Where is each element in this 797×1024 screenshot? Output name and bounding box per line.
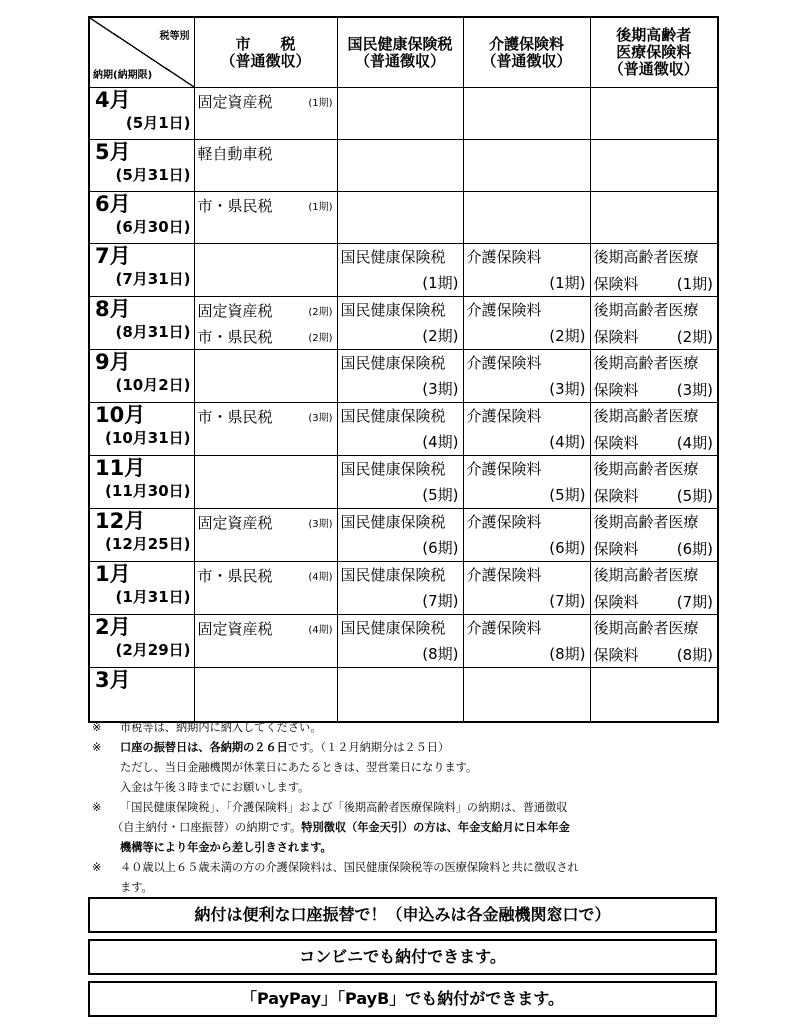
banner-cashless-payment: 「PayPay」「PayB」でも納付ができます。 [88, 981, 717, 1017]
city-tax-entry [195, 192, 337, 218]
elderly-insurance-cell [590, 509, 718, 562]
city-tax-cell [194, 350, 337, 403]
nhi-tax-cell [337, 140, 463, 192]
city-tax-cell [194, 244, 337, 297]
month-cell [89, 668, 194, 722]
nhi-tax-name: 国民健康保険税 [340, 248, 446, 266]
elderly-insurance-period: (4期) [676, 433, 713, 452]
elderly-insurance-name: 後期高齢者医療 [593, 619, 699, 637]
month-cell [89, 297, 194, 350]
city-tax-entry [195, 140, 337, 166]
due-date: (10月2日) [115, 376, 191, 394]
elderly-insurance-name-2: 保険料 [593, 486, 639, 505]
care-insurance-cell [463, 615, 590, 668]
care-insurance-name: 介護保険料 [466, 248, 542, 266]
elderly-insurance-cell [590, 192, 718, 244]
nhi-tax-period: (3期) [422, 380, 459, 398]
care-insurance-cell [463, 456, 590, 509]
elderly-insurance-period: (7期) [676, 592, 713, 611]
due-date: (10月31日) [105, 429, 191, 447]
month-cell [89, 456, 194, 509]
elderly-insurance-name: 後期高齢者医療 [593, 566, 699, 584]
table-row [89, 562, 718, 615]
month-cell [89, 140, 194, 192]
note-1: ※ 市税等は、納期内に納入してください。 [92, 721, 322, 734]
table-row [89, 615, 718, 668]
elderly-insurance-name: 後期高齢者医療 [593, 460, 699, 478]
care-insurance-cell [463, 403, 590, 456]
table-row [89, 244, 718, 297]
city-tax-cell [194, 562, 337, 615]
tax-name: 市・県民税 [197, 327, 273, 346]
month-label: 7月 [95, 244, 131, 268]
care-insurance-name: 介護保険料 [466, 513, 542, 531]
city-tax-entry [195, 403, 337, 429]
tax-name: 固定資産税 [197, 513, 273, 532]
month-label: 5月 [95, 140, 131, 164]
elderly-insurance-period: (5期) [676, 486, 713, 505]
nhi-tax-cell [337, 192, 463, 244]
city-tax-cell [194, 140, 337, 192]
care-insurance-cell [463, 562, 590, 615]
care-insurance-period: (4期) [549, 433, 586, 451]
elderly-insurance-period: (1期) [676, 274, 713, 293]
table-row [89, 350, 718, 403]
care-insurance-cell [463, 668, 590, 722]
care-insurance-cell [463, 509, 590, 562]
care-insurance-name: 介護保険料 [466, 301, 542, 319]
note-3: ※ 「国民健康保険税」、「介護保険料」および「後期高齢者医療保険料」の納期は、普通徴収 [92, 801, 568, 814]
due-date: (2月29日) [115, 641, 191, 659]
tax-period: (4期) [308, 571, 333, 583]
elderly-insurance-cell [590, 562, 718, 615]
city-tax-entry [195, 297, 337, 323]
care-insurance-cell [463, 297, 590, 350]
banner-convenience-store: コンビニでも納付できます。 [88, 939, 717, 975]
elderly-insurance-name-2: 保険料 [593, 645, 639, 664]
tax-period: (3期) [308, 518, 333, 530]
care-insurance-period: (7期) [549, 592, 586, 610]
due-date: (12月25日) [105, 535, 191, 553]
elderly-insurance-line-2 [591, 641, 718, 667]
nhi-tax-name: 国民健康保険税 [340, 301, 446, 319]
nhi-tax-name: 国民健康保険税 [340, 460, 446, 478]
city-tax-cell [194, 88, 337, 140]
elderly-insurance-period: (2期) [676, 327, 713, 346]
care-insurance-period: (3期) [549, 380, 586, 398]
city-tax-cell [194, 192, 337, 244]
tax-name: 市・県民税 [197, 196, 273, 215]
nhi-tax-name: 国民健康保険税 [340, 619, 446, 637]
nhi-tax-cell [337, 562, 463, 615]
tax-name: 市・県民税 [197, 407, 273, 426]
elderly-insurance-cell [590, 350, 718, 403]
elderly-insurance-line-2 [591, 429, 718, 455]
nhi-tax-cell [337, 350, 463, 403]
city-tax-entry [195, 323, 337, 349]
care-insurance-period: (1期) [549, 274, 586, 292]
elderly-insurance-name: 後期高齢者医療 [593, 301, 699, 319]
tax-name: 固定資産税 [197, 301, 273, 320]
tax-period: (4期) [308, 624, 333, 636]
care-insurance-cell [463, 140, 590, 192]
care-insurance-period: (5期) [549, 486, 586, 504]
tax-schedule-table [88, 16, 719, 723]
header-nhi-tax: 国民健康保険税 （普通徴収） [337, 17, 463, 88]
month-label: 8月 [95, 297, 131, 321]
nhi-tax-period: (1期) [422, 274, 459, 292]
nhi-tax-cell [337, 244, 463, 297]
corner-top-label: 税等別 [159, 31, 190, 42]
table-row [89, 456, 718, 509]
elderly-insurance-cell [590, 668, 718, 722]
elderly-insurance-name: 後期高齢者医療 [593, 248, 699, 266]
care-insurance-name: 介護保険料 [466, 407, 542, 425]
nhi-tax-cell [337, 456, 463, 509]
city-tax-cell [194, 456, 337, 509]
elderly-insurance-name-2: 保険料 [593, 433, 639, 452]
care-insurance-period: (8期) [549, 645, 586, 663]
table-row [89, 403, 718, 456]
nhi-tax-name: 国民健康保険税 [340, 566, 446, 584]
table-row [89, 192, 718, 244]
month-cell [89, 615, 194, 668]
tax-period: (2期) [308, 332, 333, 344]
month-label: 2月 [95, 615, 131, 639]
elderly-insurance-cell [590, 88, 718, 140]
due-date: (1月31日) [115, 588, 191, 606]
city-tax-cell [194, 403, 337, 456]
tax-name: 固定資産税 [197, 619, 273, 638]
tax-name: 市・県民税 [197, 566, 273, 585]
city-tax-cell [194, 668, 337, 722]
table-row [89, 140, 718, 192]
due-date: (5月1日) [125, 114, 191, 132]
month-label: 11月 [95, 456, 146, 480]
due-date: (7月31日) [115, 270, 191, 288]
city-tax-cell [194, 509, 337, 562]
note-2: ※ 口座の振替日は、各納期の２６日です。（１２月納期分は２５日） [92, 741, 450, 754]
elderly-insurance-period: (8期) [676, 645, 713, 664]
tax-period: (1期) [308, 97, 333, 109]
month-label: 6月 [95, 192, 131, 216]
month-label: 3月 [95, 668, 131, 692]
care-insurance-cell [463, 244, 590, 297]
nhi-tax-cell [337, 615, 463, 668]
nhi-tax-name: 国民健康保険税 [340, 513, 446, 531]
city-tax-entry [195, 562, 337, 588]
elderly-insurance-cell [590, 297, 718, 350]
elderly-insurance-name: 後期高齢者医療 [593, 354, 699, 372]
nhi-tax-period: (5期) [422, 486, 459, 504]
month-label: 10月 [95, 403, 146, 427]
elderly-insurance-line-2 [591, 588, 718, 614]
note-3-line-3: 機構等により年金から差し引きされます。 [120, 841, 332, 854]
care-insurance-name: 介護保険料 [466, 619, 542, 637]
month-label: 12月 [95, 509, 146, 533]
month-cell [89, 350, 194, 403]
month-cell [89, 192, 194, 244]
tax-name: 固定資産税 [197, 92, 273, 111]
header-elderly-insurance: 後期高齢者 医療保険料 （普通徴収） [590, 17, 718, 88]
due-date: (8月31日) [115, 323, 191, 341]
nhi-tax-cell [337, 403, 463, 456]
elderly-insurance-name: 後期高齢者医療 [593, 513, 699, 531]
elderly-insurance-cell [590, 244, 718, 297]
elderly-insurance-line-2 [591, 376, 718, 402]
month-label: 4月 [95, 88, 131, 112]
city-tax-entry [195, 509, 337, 535]
due-date: (11月30日) [105, 482, 191, 500]
month-cell [89, 403, 194, 456]
corner-bottom-label: 納期(納期限) [93, 70, 153, 81]
nhi-tax-cell [337, 509, 463, 562]
care-insurance-period: (2期) [549, 327, 586, 345]
elderly-insurance-period: (3期) [676, 380, 713, 399]
due-date: (6月30日) [115, 218, 191, 236]
elderly-insurance-cell [590, 615, 718, 668]
elderly-insurance-name-2: 保険料 [593, 380, 639, 399]
table-row [89, 668, 718, 722]
elderly-insurance-name-2: 保険料 [593, 592, 639, 611]
note-2-line-3: 入金は午後３時までにお願いします。 [120, 781, 310, 794]
elderly-insurance-cell [590, 403, 718, 456]
month-cell [89, 562, 194, 615]
nhi-tax-cell [337, 668, 463, 722]
due-date: (5月31日) [115, 166, 191, 184]
elderly-insurance-line-2 [591, 535, 718, 561]
note-4-line-2: ます。 [120, 881, 153, 894]
nhi-tax-name: 国民健康保険税 [340, 354, 446, 372]
month-cell [89, 509, 194, 562]
banner-account-transfer: 納付は便利な口座振替で！（申込みは各金融機関窓口で） [88, 897, 717, 933]
tax-period: (1期) [308, 201, 333, 213]
table-row [89, 88, 718, 140]
elderly-insurance-name-2: 保険料 [593, 327, 639, 346]
note-4: ※ ４０歳以上６５歳未満の方の介護保険料は、国民健康保険税等の医療保険料と共に徴収され [92, 861, 579, 874]
nhi-tax-period: (8期) [422, 645, 459, 663]
table-row [89, 509, 718, 562]
elderly-insurance-cell [590, 140, 718, 192]
care-insurance-cell [463, 88, 590, 140]
table-row [89, 297, 718, 350]
month-label: 9月 [95, 350, 131, 374]
header-care-insurance: 介護保険料 （普通徴収） [463, 17, 590, 88]
month-cell [89, 88, 194, 140]
nhi-tax-period: (4期) [422, 433, 459, 451]
tax-period: (2期) [308, 306, 333, 318]
tax-period: (3期) [308, 412, 333, 424]
notes-section [92, 718, 712, 898]
header-row [89, 17, 718, 88]
elderly-insurance-line-2 [591, 323, 718, 349]
note-3-line-2: （自主納付・口座振替）の納期です。特別徴収（年金天引）の方は、年金支給月に日本年金 [112, 821, 570, 834]
nhi-tax-period: (6期) [422, 539, 459, 557]
corner-cell [89, 17, 194, 88]
city-tax-cell [194, 615, 337, 668]
nhi-tax-period: (7期) [422, 592, 459, 610]
nhi-tax-cell [337, 88, 463, 140]
elderly-insurance-name-2: 保険料 [593, 539, 639, 558]
nhi-tax-name: 国民健康保険税 [340, 407, 446, 425]
tax-name: 軽自動車税 [197, 144, 273, 163]
care-insurance-cell [463, 350, 590, 403]
city-tax-entry [195, 88, 337, 114]
header-city-tax: 市 税 （普通徴収） [194, 17, 337, 88]
nhi-tax-period: (2期) [422, 327, 459, 345]
elderly-insurance-line-2 [591, 482, 718, 508]
elderly-insurance-cell [590, 456, 718, 509]
city-tax-entry [195, 615, 337, 641]
elderly-insurance-name: 後期高齢者医療 [593, 407, 699, 425]
city-tax-cell [194, 297, 337, 350]
note-2-line-2: ただし、当日金融機関が休業日にあたるときは、翌営業日になります。 [120, 761, 478, 774]
nhi-tax-cell [337, 297, 463, 350]
elderly-insurance-line-2 [591, 270, 718, 296]
care-insurance-name: 介護保険料 [466, 354, 542, 372]
elderly-insurance-period: (6期) [676, 539, 713, 558]
care-insurance-name: 介護保険料 [466, 460, 542, 478]
care-insurance-name: 介護保険料 [466, 566, 542, 584]
month-label: 1月 [95, 562, 131, 586]
care-insurance-cell [463, 192, 590, 244]
care-insurance-period: (6期) [549, 539, 586, 557]
elderly-insurance-name-2: 保険料 [593, 274, 639, 293]
month-cell [89, 244, 194, 297]
